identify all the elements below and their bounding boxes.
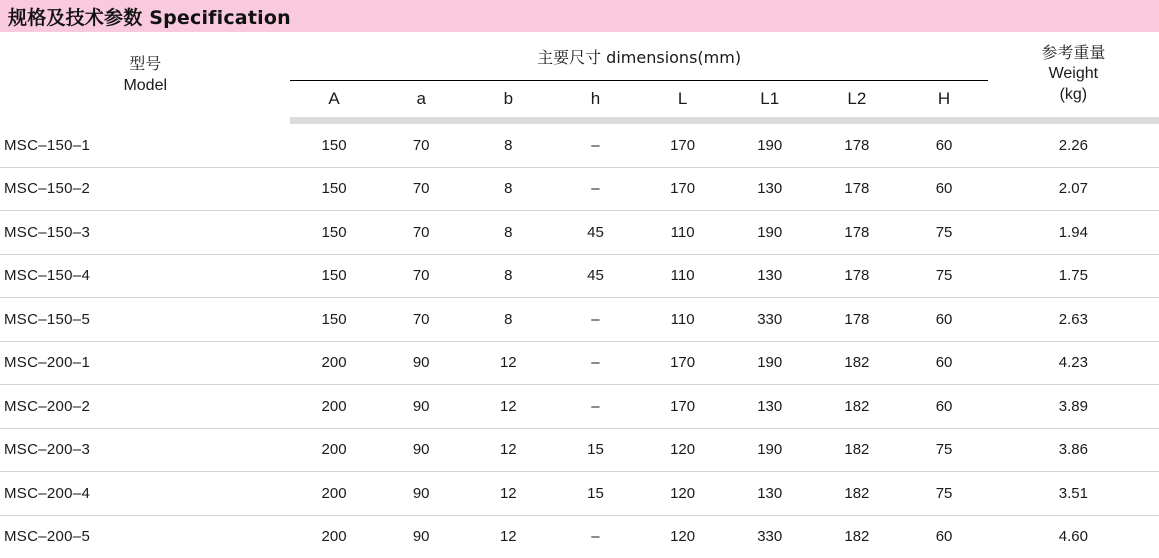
cell-weight: 2.07	[988, 167, 1159, 211]
weight-header-unit: (kg)	[1059, 85, 1088, 103]
cell-L2: 182	[844, 528, 870, 546]
cell-A: 150	[290, 298, 377, 342]
cell-b: 8	[465, 254, 552, 298]
cell-model: MSC–200–1	[0, 341, 290, 385]
cell-A: 150	[290, 254, 377, 298]
cell-L2: 182	[813, 385, 900, 429]
cell-H: 75	[900, 472, 987, 516]
cell-weight: 3.89	[988, 385, 1159, 429]
cell-L: 120	[639, 472, 726, 516]
table-row	[0, 167, 1159, 211]
cell-h: 45	[552, 254, 639, 298]
table-row	[0, 515, 1159, 558]
cell-L1: 190	[726, 341, 813, 385]
cell-L: 120	[639, 428, 726, 472]
column-header-a: a	[416, 89, 426, 108]
cell-a: 70	[378, 167, 465, 211]
table-row	[0, 472, 1159, 516]
column-header-L: L	[677, 89, 688, 108]
cell-H: 75	[900, 211, 987, 255]
cell-L1: 330	[757, 528, 783, 546]
cell-h: –	[552, 298, 639, 342]
weight-header-cell	[988, 32, 1159, 117]
table-row	[0, 385, 1159, 429]
cell-H: 60	[935, 528, 953, 546]
table-row	[0, 124, 1159, 167]
column-header-L2: L2	[847, 89, 867, 108]
model-header-cell	[0, 32, 290, 117]
cell-a: 90	[378, 428, 465, 472]
cell-A: 200	[290, 428, 377, 472]
cell-a: 90	[378, 472, 465, 516]
column-header-L1: L1	[760, 89, 780, 108]
cell-L2: 178	[813, 167, 900, 211]
cell-H: 60	[900, 385, 987, 429]
cell-model: MSC–150–5	[0, 298, 290, 342]
cell-model: MSC–150–3	[0, 211, 290, 255]
cell-L1: 130	[726, 472, 813, 516]
column-header-b: b	[503, 89, 514, 108]
cell-weight: 4.60	[1058, 528, 1088, 546]
table-row	[0, 341, 1159, 385]
dimensions-group-header: 主要尺寸 dimensions(mm)	[290, 32, 987, 81]
cell-A: 200	[290, 341, 377, 385]
cell-L2: 178	[813, 211, 900, 255]
cell-h: 15	[552, 428, 639, 472]
cell-model: MSC–200–3	[0, 428, 290, 472]
cell-a: 70	[378, 254, 465, 298]
cell-a: 90	[378, 341, 465, 385]
cell-L1: 130	[726, 167, 813, 211]
cell-weight: 3.51	[988, 472, 1159, 516]
cell-a: 90	[378, 385, 465, 429]
separator-bar-dimensions	[290, 117, 987, 124]
table-row	[0, 254, 1159, 298]
cell-model: MSC–150–4	[0, 254, 290, 298]
cell-L2: 182	[813, 341, 900, 385]
cell-A: 200	[290, 472, 377, 516]
cell-h: –	[591, 528, 600, 546]
cell-L1: 130	[726, 385, 813, 429]
cell-L: 170	[639, 341, 726, 385]
cell-h: –	[552, 124, 639, 167]
cell-weight: 3.86	[988, 428, 1159, 472]
cell-a: 70	[378, 124, 465, 167]
cell-L2: 178	[813, 298, 900, 342]
cell-b: 8	[465, 298, 552, 342]
cell-H: 60	[900, 167, 987, 211]
weight-header-en: Weight	[1048, 65, 1099, 83]
cell-model: MSC–200–5	[4, 528, 91, 546]
cell-A: 150	[290, 124, 377, 167]
table-body	[0, 32, 1159, 558]
cell-weight: 2.26	[988, 124, 1159, 167]
cell-h: –	[552, 341, 639, 385]
cell-b: 8	[465, 167, 552, 211]
cell-weight: 1.75	[988, 254, 1159, 298]
cell-h: –	[552, 385, 639, 429]
cell-L1: 130	[726, 254, 813, 298]
cell-b: 12	[465, 385, 552, 429]
cell-L1: 190	[726, 124, 813, 167]
cell-b: 8	[465, 124, 552, 167]
cell-L2: 182	[813, 428, 900, 472]
cell-model: MSC–200–4	[0, 472, 290, 516]
cell-L: 110	[639, 298, 726, 342]
separator-gap	[0, 117, 290, 124]
model-header-cn: 型号	[129, 53, 162, 73]
table-row	[0, 298, 1159, 342]
cell-weight: 1.94	[988, 211, 1159, 255]
table-header-top-row	[0, 32, 1159, 81]
cell-model: MSC–200–2	[0, 385, 290, 429]
cell-H: 75	[900, 254, 987, 298]
cell-weight: 2.63	[988, 298, 1159, 342]
cell-A: 150	[290, 167, 377, 211]
cell-a: 70	[378, 211, 465, 255]
cell-b: 12	[465, 341, 552, 385]
cell-h: 15	[552, 472, 639, 516]
cell-a: 70	[378, 298, 465, 342]
cell-L2: 178	[813, 124, 900, 167]
cell-weight: 4.23	[988, 341, 1159, 385]
table-row	[0, 211, 1159, 255]
cell-L: 110	[639, 254, 726, 298]
column-header-H: H	[937, 89, 951, 108]
cell-model: MSC–150–2	[0, 167, 290, 211]
table-row	[0, 428, 1159, 472]
cell-L2: 182	[813, 472, 900, 516]
cell-L: 120	[670, 528, 696, 546]
cell-L: 110	[639, 211, 726, 255]
page-title: 规格及技术参数 Specification	[8, 6, 291, 29]
cell-L: 170	[639, 385, 726, 429]
cell-h: 45	[552, 211, 639, 255]
header-separator	[0, 117, 1159, 124]
cell-L1: 190	[726, 211, 813, 255]
cell-b: 12	[465, 472, 552, 516]
separator-bar-weight	[988, 117, 1159, 124]
specification-table	[0, 32, 1159, 558]
model-header-en: Model	[123, 76, 168, 94]
cell-b: 8	[465, 211, 552, 255]
cell-L1: 330	[726, 298, 813, 342]
cell-H: 75	[900, 428, 987, 472]
cell-H: 60	[900, 298, 987, 342]
cell-L2: 178	[813, 254, 900, 298]
weight-header-cn: 参考重量	[1041, 43, 1106, 63]
cell-A: 200	[321, 528, 347, 546]
cell-A: 200	[290, 385, 377, 429]
cell-h: –	[552, 167, 639, 211]
cell-a: 90	[412, 528, 430, 546]
page-title-bar	[0, 0, 1159, 32]
column-header-h: h	[590, 89, 601, 108]
column-header-A: A	[328, 89, 340, 108]
cell-model: MSC–150–1	[0, 124, 290, 167]
cell-H: 60	[900, 124, 987, 167]
cell-L: 170	[639, 124, 726, 167]
cell-H: 60	[900, 341, 987, 385]
cell-b: 12	[499, 528, 517, 546]
cell-L: 170	[639, 167, 726, 211]
cell-L1: 190	[726, 428, 813, 472]
cell-b: 12	[465, 428, 552, 472]
cell-A: 150	[290, 211, 377, 255]
